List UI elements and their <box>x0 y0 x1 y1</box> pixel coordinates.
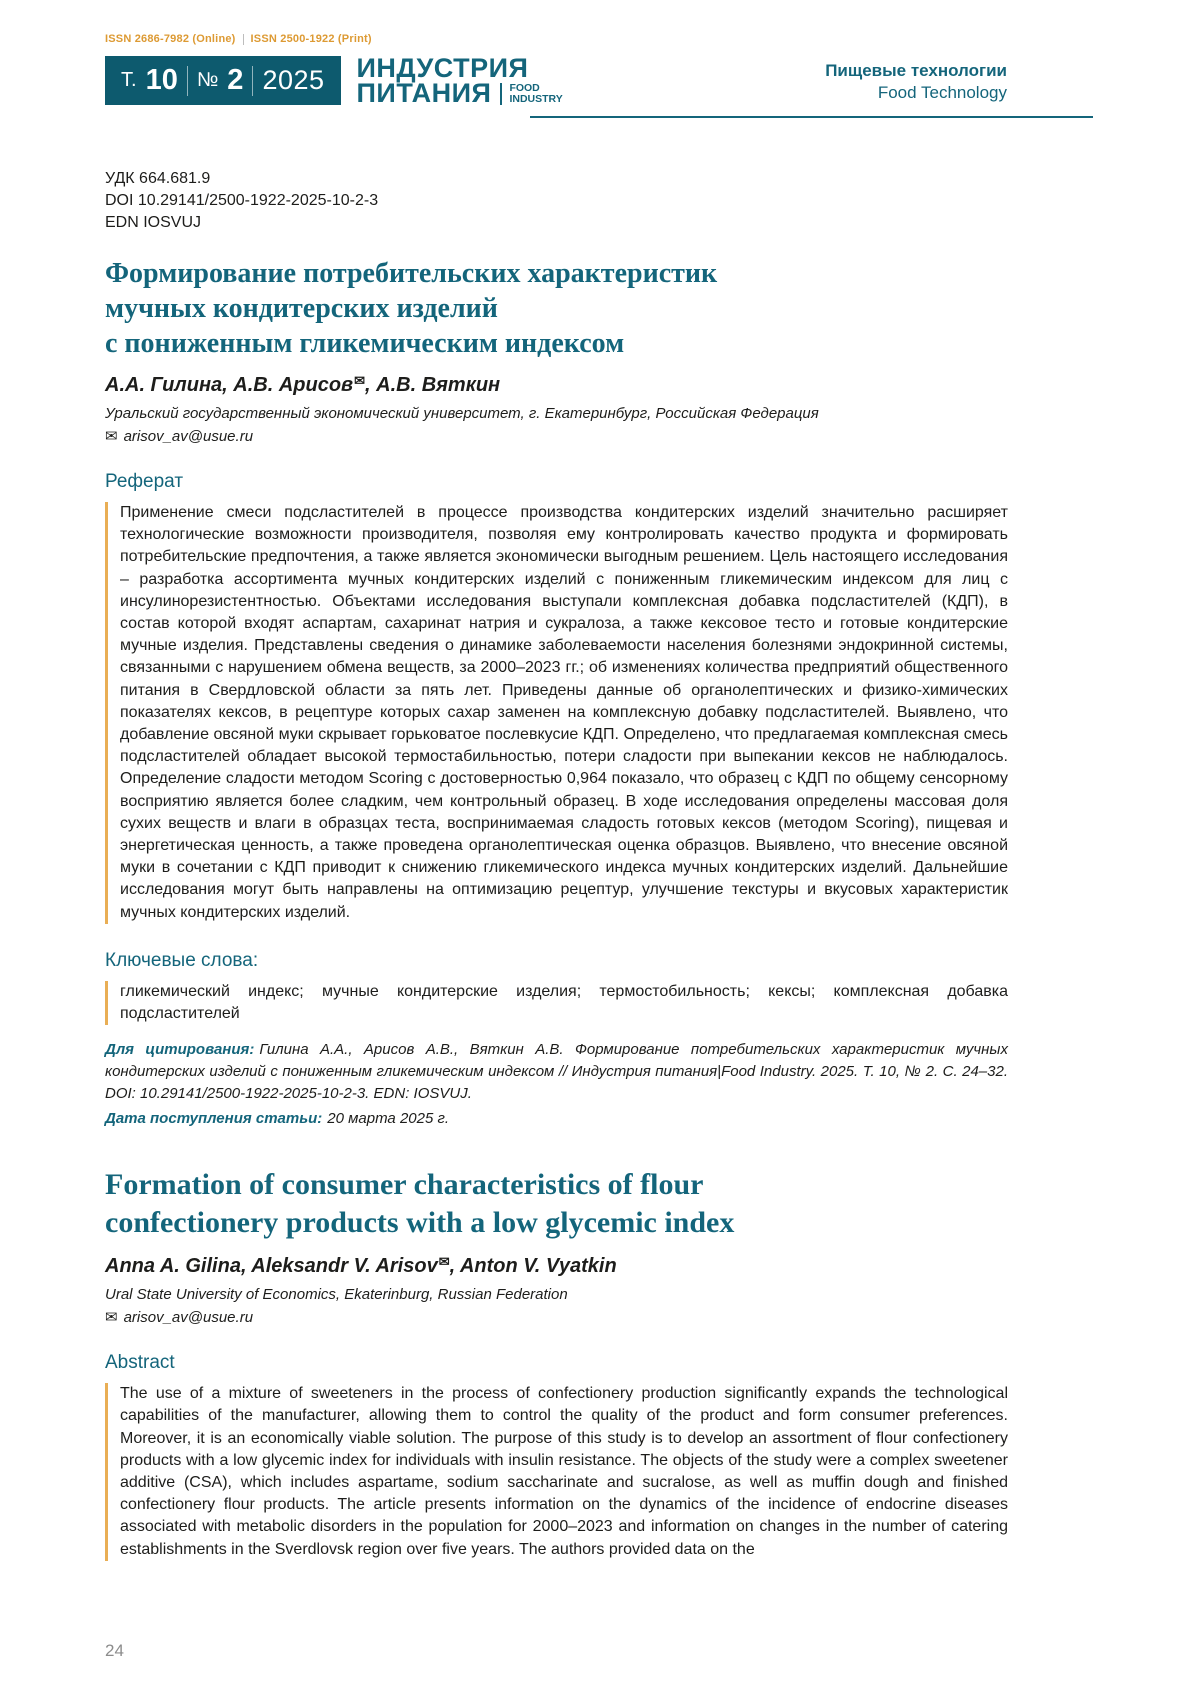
section-label-ru: Пищевые технологии <box>825 61 1007 80</box>
year-number: 2025 <box>262 65 325 95</box>
received-date-label: Дата поступления статьи: <box>105 1110 323 1128</box>
volume-number: 10 <box>145 64 178 96</box>
journal-name-ru-line1: ИНДУСТРИЯ <box>356 53 529 83</box>
received-date-line <box>105 1108 1008 1130</box>
authors-ru <box>105 373 1008 397</box>
section-label-en: Food Technology <box>877 83 1007 102</box>
journal-name-ru-line2: ПИТАНИЯ <box>356 78 492 108</box>
volume-divider <box>252 66 253 96</box>
abstract-ru-text: Применение смеси подсластителей в процессе производства кондитерских изделий значительно расширяет технологические возможности производителя, позволяя ему контролировать качество продукта и формировать потребительские предпочтения, а также является экономически выгодным решением. Цель настоящего исследования – разработка ассортимента мучных кондитерских изделий с пониженным гликемическим индексом для лиц с инсулинорезистентностью. Объектами исследования выступали комплексная добавка подсластителей (КДП), в состав которой входят аспартам, сахаринат натрия и сукралоза, а также кексовое тесто и готовые кондитерские мучные изделия. Представлены сведения о динамике заболеваемости населения болезнями эндокринной системы, связанными с нарушением обмена веществ, за 2000–2023 гг.; об изменениях количества предприятий общественного питания в Свердловской области за пять лет. Приведены данные об органолептических и физико-химических показателях кексов, в рецептуре которых сахар заменен на комплексную добавку подсластителей. Выявлено, что добавление овсяной муки скрывает горьковатое послевкусие КДП. Определено, что предлагаемая комплексная смесь подсластителей обладает высокой термостабильностью, потери сладости при выпекании кексов не наблюдалось. Определение сладости методом Scoring с достоверностью 0,964 показало, что образец с КДП по общему сенсорному восприятию является более сладким, чем контрольный образец. В ходе исследования определены массовая доля сухих веществ и влаги в образцах теста, воспринимаемая сладость готовых кексов (методом Scoring), пищевая и энергетическая ценность, а также проведена органолептическая оценка образцов. Выявлено, что внесение овсяной муки в сочетании с КДП приводит к снижению гликемического индекса мучных кондитерских изделий. Дальнейшие исследования могут быть направлены на оптимизацию рецептур, улучшение текстуры и вкусовых характеристик мучных кондитерских изделий. <box>105 502 1008 924</box>
authors-en <box>105 1254 1008 1278</box>
envelope-icon: ✉ <box>105 1309 118 1327</box>
volume-issue-box <box>105 56 341 105</box>
issn-separator <box>243 34 244 45</box>
article-content <box>105 168 1008 1561</box>
received-date-value: 20 марта 2025 г. <box>327 1110 450 1128</box>
authors-ru-text: , А.В. Вяткин <box>365 374 501 396</box>
affiliation-ru: Уральский государственный экономический университет, г. Екатеринбург, Российская Федерация <box>105 405 819 422</box>
title-en-line: confectionery products with a low glycemic index <box>105 1206 735 1240</box>
authors-en-text: Anna A. Gilina, Aleksandr V. Arisov <box>105 1255 438 1278</box>
citation-text: Гилина А.А., Арисов А.В., Вяткин А.В. Формирование потребительских характеристик мучных кондитерских изделий с пониженным гликемическим индексом // Индустрия питания|Food Industry. 2025. Т. 10, № 2. С. 24–32. DOI: 10.29141/2500-1922-2025-10-2-3. EDN: IOSVUJ. <box>105 1041 1008 1103</box>
article-title-en <box>105 1166 1008 1242</box>
email-line-en <box>105 1308 1008 1326</box>
header-rule <box>530 116 1093 118</box>
authors-ru-text: А.А. Гилина, А.В. Арисов <box>105 374 354 396</box>
issue-number: 2 <box>227 64 244 96</box>
journal-name-en-line2: INDUSTRY <box>509 93 563 105</box>
issn-online: ISSN 2686-7982 (Online) <box>105 33 236 45</box>
journal-logo <box>356 53 563 108</box>
journal-header <box>0 0 1200 120</box>
abstract-heading-ru: Реферат <box>105 471 184 492</box>
article-meta <box>105 168 1008 234</box>
journal-name-en-line1: FOOD <box>509 82 540 94</box>
volume-label: Т. <box>121 69 137 91</box>
envelope-icon: ✉ <box>105 428 118 445</box>
authors-en-text: , Anton V. Vyatkin <box>449 1255 617 1278</box>
volume-divider <box>187 66 188 96</box>
udc-line: УДК 664.681.9 <box>105 170 211 187</box>
journal-name-row <box>356 78 563 108</box>
corresponding-author-icon: ✉ <box>438 1254 450 1270</box>
journal-brand <box>105 53 563 108</box>
journal-section-labels <box>825 60 1007 104</box>
citation-label: Для цитирования: <box>105 1041 255 1059</box>
issn-line <box>105 33 372 45</box>
title-ru-line: с пониженным гликемическим индексом <box>105 328 625 359</box>
page-number: 24 <box>105 1641 124 1660</box>
issn-print: ISSN 2500-1922 (Print) <box>250 33 372 45</box>
title-ru-line: мучных кондитерских изделий <box>105 293 498 324</box>
article-title-ru <box>105 256 1008 361</box>
journal-name-en <box>500 83 562 105</box>
citation-paragraph <box>105 1039 1008 1105</box>
edn-line: EDN IOSVUJ <box>105 214 202 231</box>
abstract-heading-en: Abstract <box>105 1352 175 1374</box>
email-link[interactable]: arisov_av@usue.ru <box>123 1308 254 1326</box>
corresponding-author-icon: ✉ <box>354 373 366 388</box>
title-ru-line: Формирование потребительских характеристик <box>105 258 718 289</box>
abstract-en-text: The use of a mixture of sweeteners in the process of confectionery production significantly expands the technological capabilities of the manufacturer, allowing them to control the quality of the product and form consumer preferences. Moreover, it is an economically viable solution. The purpose of this study is to develop an assortment of flour confectionery products with a low glycemic index for individuals with insulin resistance. The objects of the study were a complex sweetener additive (CSA), which includes aspartame, sodium saccharinate and sucralose, as well as muffin dough and finished confectionery flour products. The article presents information on the dynamics of the incidence of endocrine diseases associated with metabolic disorders in the population for 2000–2023 and information on changes in the number of catering establishments in the Sverdlovsk region over five years. The authors provided data on the <box>105 1383 1008 1561</box>
title-en-line: Formation of consumer characteristics of flour <box>105 1168 704 1202</box>
email-link[interactable]: arisov_av@usue.ru <box>123 427 254 445</box>
email-line-ru <box>105 427 1008 445</box>
keywords-heading: Ключевые слова: <box>105 949 259 971</box>
doi-line: DOI 10.29141/2500-1922-2025-10-2-3 <box>105 192 379 209</box>
keywords-text: гликемический индекс; мучные кондитерские изделия; термостобильность; кексы; комплексная добавка подсластителей <box>105 981 1008 1025</box>
affiliation-en: Ural State University of Economics, Ekaterinburg, Russian Federation <box>105 1286 568 1304</box>
issue-label: № <box>196 69 219 91</box>
